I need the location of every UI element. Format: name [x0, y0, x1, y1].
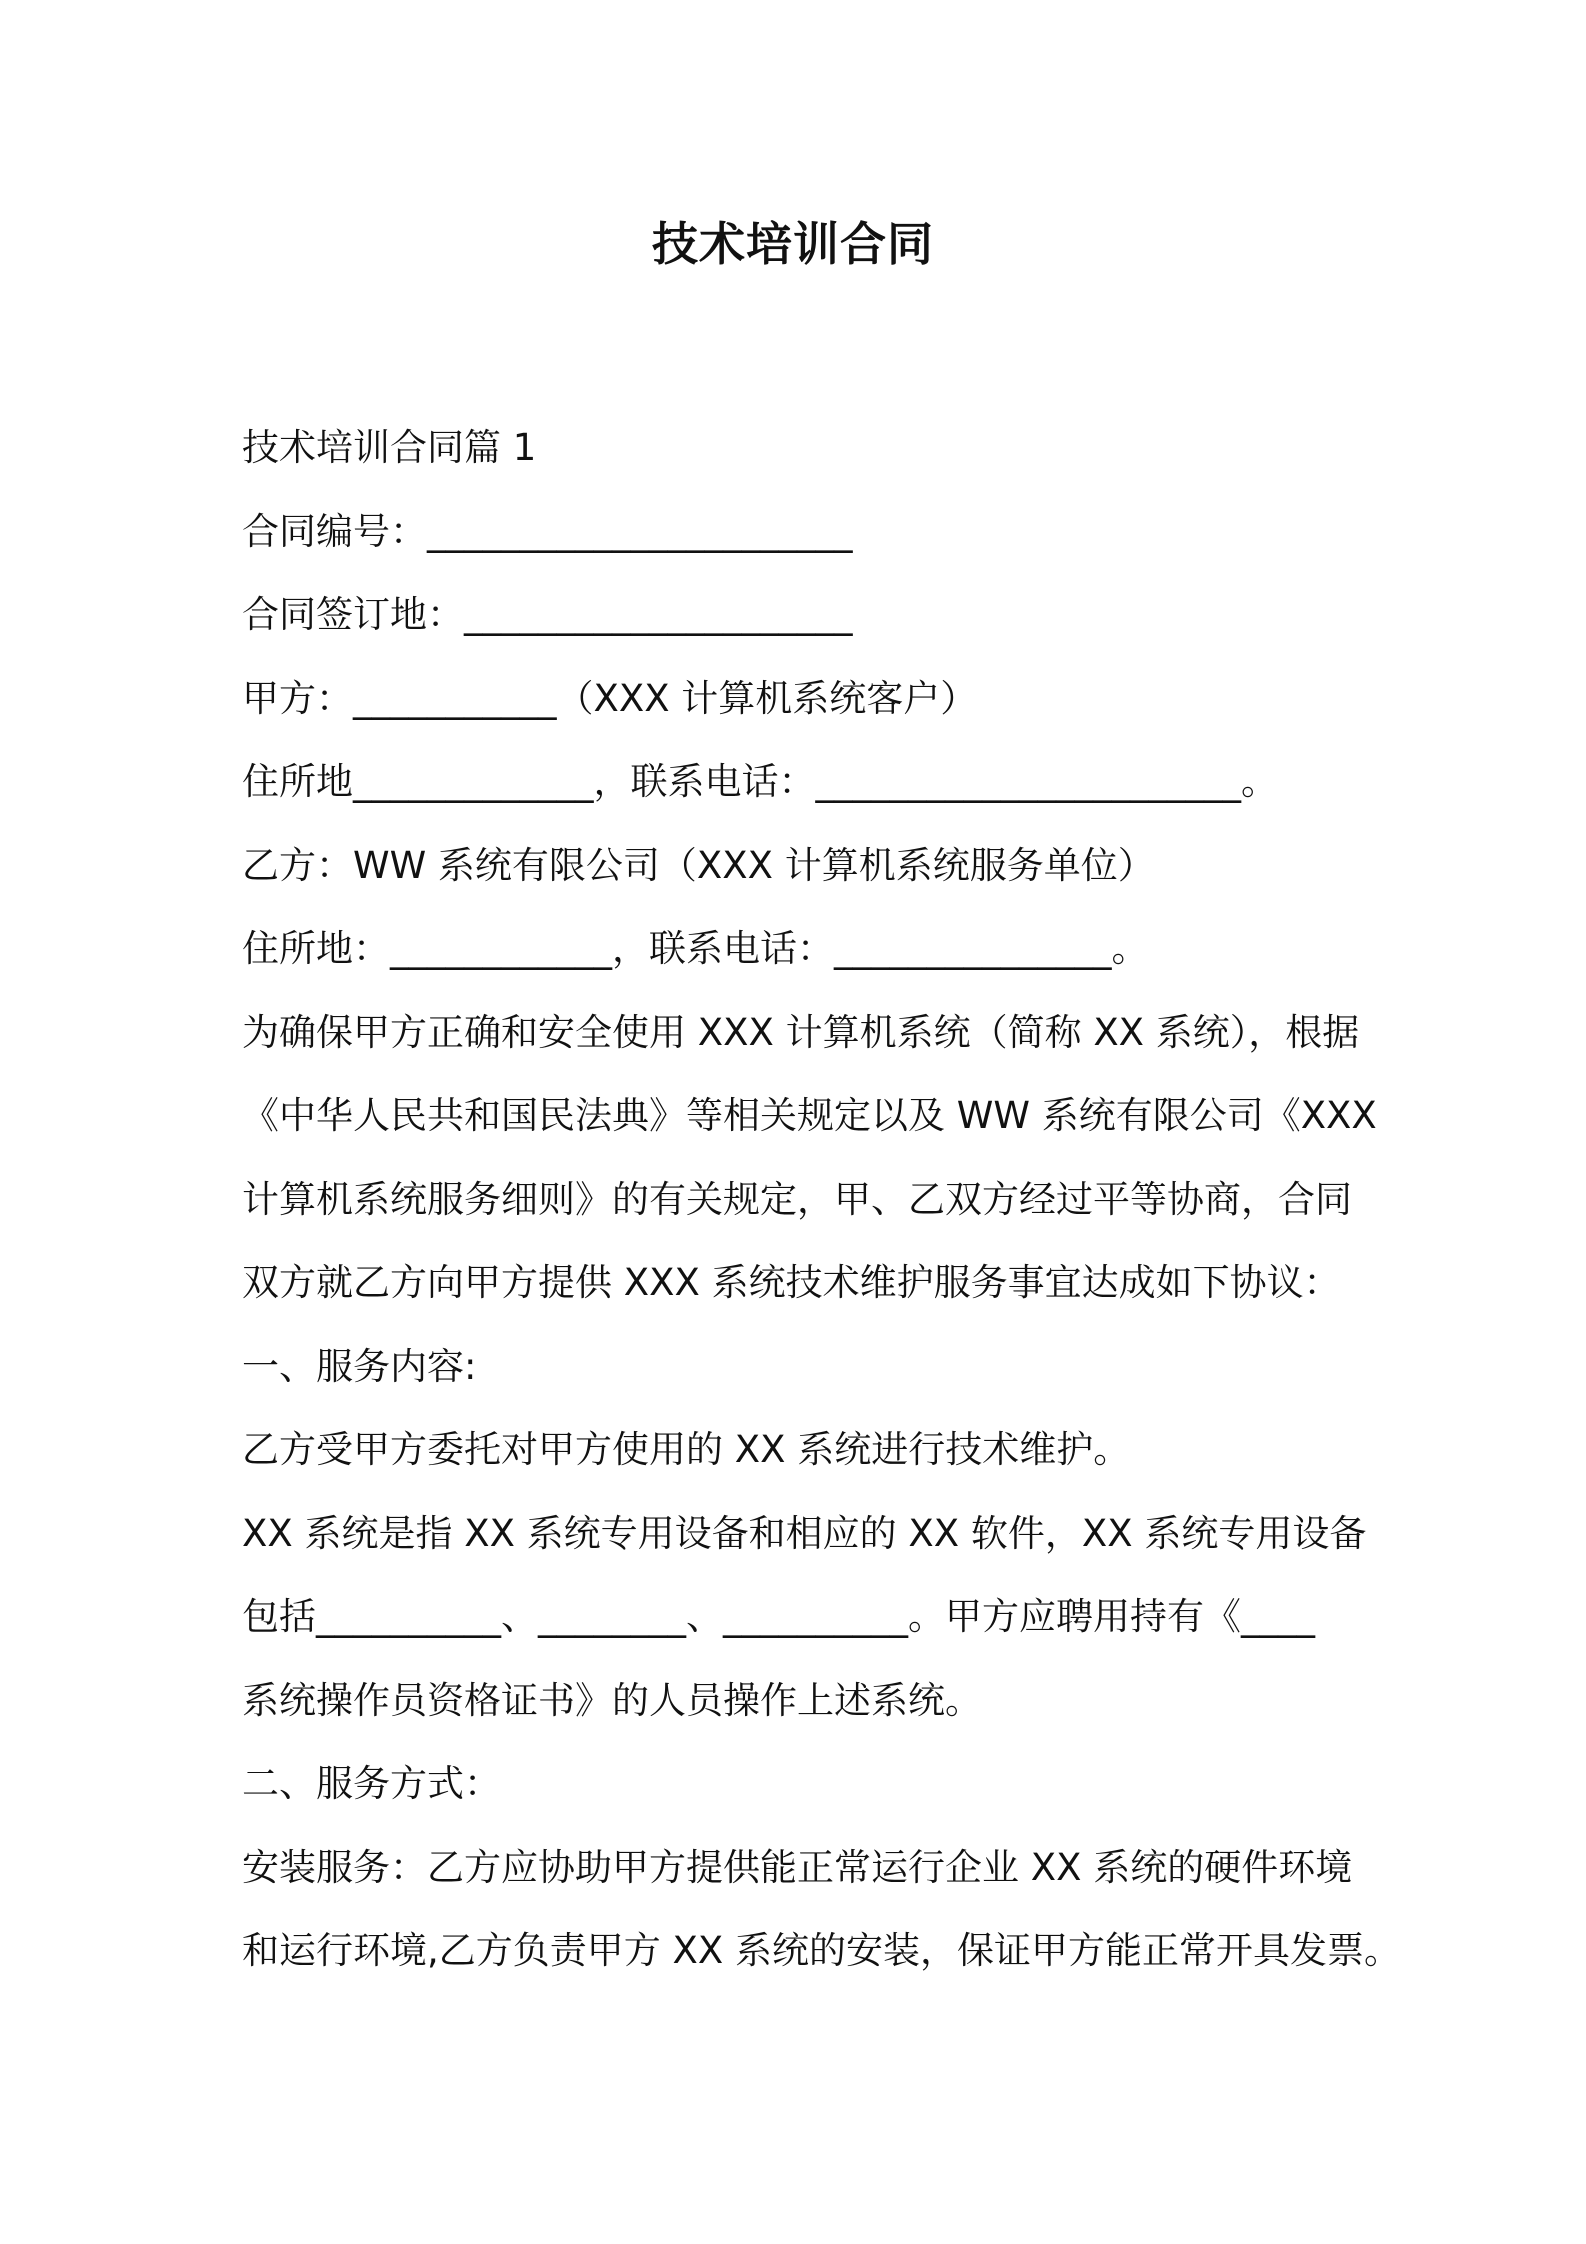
section-heading-service-method: 二、服务方式：: [242, 1762, 501, 1805]
paragraph-line: XX 系统是指 XX 系统专用设备和相应的 XX 软件，XX 系统专用设备: [242, 1511, 1367, 1555]
paragraph-line: 为确保甲方正确和安全使用 XXX 计算机系统（简称 XX 系统），根据: [242, 1010, 1360, 1054]
party-b-field: 乙方：WW 系统有限公司（XXX 计算机系统服务单位）: [242, 843, 1155, 887]
paragraph-line: 《中华人民共和国民法典》等相关规定以及 WW 系统有限公司《XXX: [242, 1094, 1377, 1137]
section-heading-service-content: 一、服务内容:: [242, 1344, 477, 1388]
signing-place-field: 合同签订地：_____________________: [242, 593, 853, 636]
section-heading-part-1: 技术培训合同篇 1: [242, 426, 537, 469]
party-a-field: 甲方：___________（XXX 计算机系统客户）: [242, 676, 978, 720]
paragraph-line: 双方就乙方向甲方提供 XXX 系统技术维护服务事宜达成如下协议：: [242, 1261, 1341, 1304]
paragraph-line: 乙方受甲方委托对甲方使用的 XX 系统进行技术维护。: [242, 1428, 1131, 1471]
paragraph-line: 安装服务：乙方应协助甲方提供能正常运行企业 XX 系统的硬件环境: [242, 1845, 1353, 1889]
paragraph-line: 计算机系统服务细则》的有关规定，甲、乙双方经过平等协商，合同: [242, 1177, 1352, 1221]
contract-number-field: 合同编号：_______________________: [242, 509, 853, 553]
party-b-address-phone: 住所地：____________，联系电话：_______________。: [242, 927, 1149, 970]
document-body: [242, 406, 1401, 1993]
paragraph-line: 包括__________、________、__________。甲方应聘用持有《____: [242, 1595, 1315, 1638]
party-a-address-phone: 住所地_____________，联系电话：_______________________。: [242, 760, 1278, 803]
document-title: 技术培训合同: [652, 217, 934, 271]
paragraph-line: 系统操作员资格证书》的人员操作上述系统。: [242, 1678, 982, 1722]
paragraph-line: 和运行环境,乙方负责甲方 XX 系统的安装，保证甲方能正常开具发票。: [242, 1929, 1401, 1972]
